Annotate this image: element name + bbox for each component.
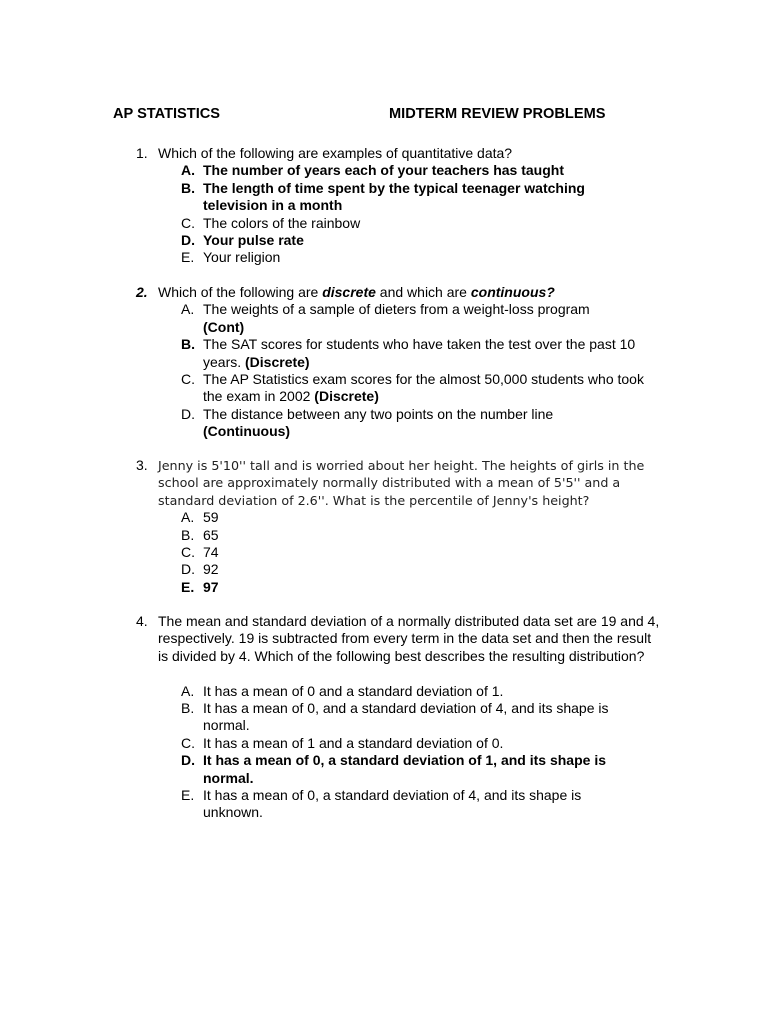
option-text: 74 [203,544,219,560]
option-letter: E. [181,249,195,266]
option-item [181,700,646,735]
option-item [181,561,661,578]
option-text: The weights of a sample of dieters from a weight-loss program [203,301,590,318]
option-letter: A. [181,301,195,318]
option-list [181,301,661,440]
option-letter: A. [181,682,195,699]
option-item [181,683,661,700]
question-text-part: and which are [375,284,471,300]
emphasis-continuous: continuous? [470,284,555,300]
option-text: 65 [203,526,219,543]
option-letter: D. [181,752,195,769]
option-item [181,406,661,441]
option-answer: (Discrete) [314,388,379,405]
option-text: The colors of the rainbow [203,214,361,231]
emphasis-discrete: discrete [322,284,376,300]
option-item [181,579,661,596]
option-text: The SAT scores for students who have taken the test over the past 10 years. [203,336,636,370]
option-text: The AP Statistics exam scores for the almost 50,000 students who took the exam in 2002 [203,371,644,405]
option-answer: (Cont) [203,318,245,335]
option-text: It has a mean of 0 and a standard deviation of 1. [203,682,504,699]
option-item [181,787,621,822]
option-letter: B. [181,336,195,353]
option-letter: B. [181,179,195,196]
header-course-title: AP STATISTICS [113,106,221,122]
option-letter: B. [181,700,195,716]
option-item [181,752,646,787]
option-text: Your religion [203,249,281,266]
option-item [181,249,661,266]
option-item [181,371,661,406]
option-text: It has a mean of 0, a standard deviation of 4, and its shape is unknown. [203,787,582,821]
option-letter: C. [181,371,195,388]
option-item [181,735,661,752]
option-text: It has a mean of 0, a standard deviation of 1, and its shape is normal. [203,752,606,786]
option-letter: A. [181,162,195,179]
option-item [181,215,661,232]
option-letter: B. [181,526,195,543]
option-item [181,544,661,561]
option-text: The distance between any two points on the number line [203,405,554,422]
option-letter: E. [181,787,195,804]
question-text: Which of the following are examples of quantitative data? [158,145,513,161]
option-letter: D. [181,232,195,249]
option-letter: E. [181,578,195,595]
question-number: 1. [136,145,148,161]
question-text-part: Which of the following are [158,284,323,300]
option-text: The number of years each of your teachers has taught [203,162,564,179]
question-text: The mean and standard deviation of a normally distributed data set are 19 and 4, respectively. 19 is subtracted from every term in the data set and then the result is divided by 4. Which of the following best describes the resulting distribution? [158,613,660,664]
question-number: 3. [136,457,148,473]
option-letter: A. [181,509,195,526]
option-item [181,180,611,215]
option-text: It has a mean of 1 and a standard deviation of 0. [203,734,504,751]
question-text [158,284,660,301]
option-answer: (Continuous) [203,423,291,440]
option-letter: C. [181,214,195,231]
option-letter: C. [181,734,195,751]
option-item [181,336,661,371]
option-item [181,527,661,544]
option-item [181,301,661,336]
option-text: It has a mean of 0, and a standard deviation of 4, and its shape is normal. [203,700,609,734]
option-text: 92 [203,561,219,578]
option-text: 59 [203,509,219,526]
option-list [181,683,661,822]
option-list [181,509,661,596]
option-list [181,162,661,266]
option-text: The length of time spent by the typical teenager watching television in a month [203,179,585,214]
option-item [181,162,661,179]
option-text: Your pulse rate [203,232,304,249]
option-item [181,509,661,526]
option-letter: D. [181,561,195,578]
option-answer: (Discrete) [245,353,310,370]
option-letter: D. [181,405,195,422]
option-text: 97 [203,578,219,595]
option-item [181,232,661,249]
question-number: 4. [136,613,148,629]
question-number: 2. [136,284,148,300]
option-letter: C. [181,544,195,560]
header-document-title: MIDTERM REVIEW PROBLEMS [389,106,606,122]
question-text: Jenny is 5'10'' tall and is worried about her height. The heights of girls in the school are approximately normally distributed with a mean of 5'5'' and a standard deviation of 2.6''. What is the percentile of Jenny's height? [158,458,645,508]
